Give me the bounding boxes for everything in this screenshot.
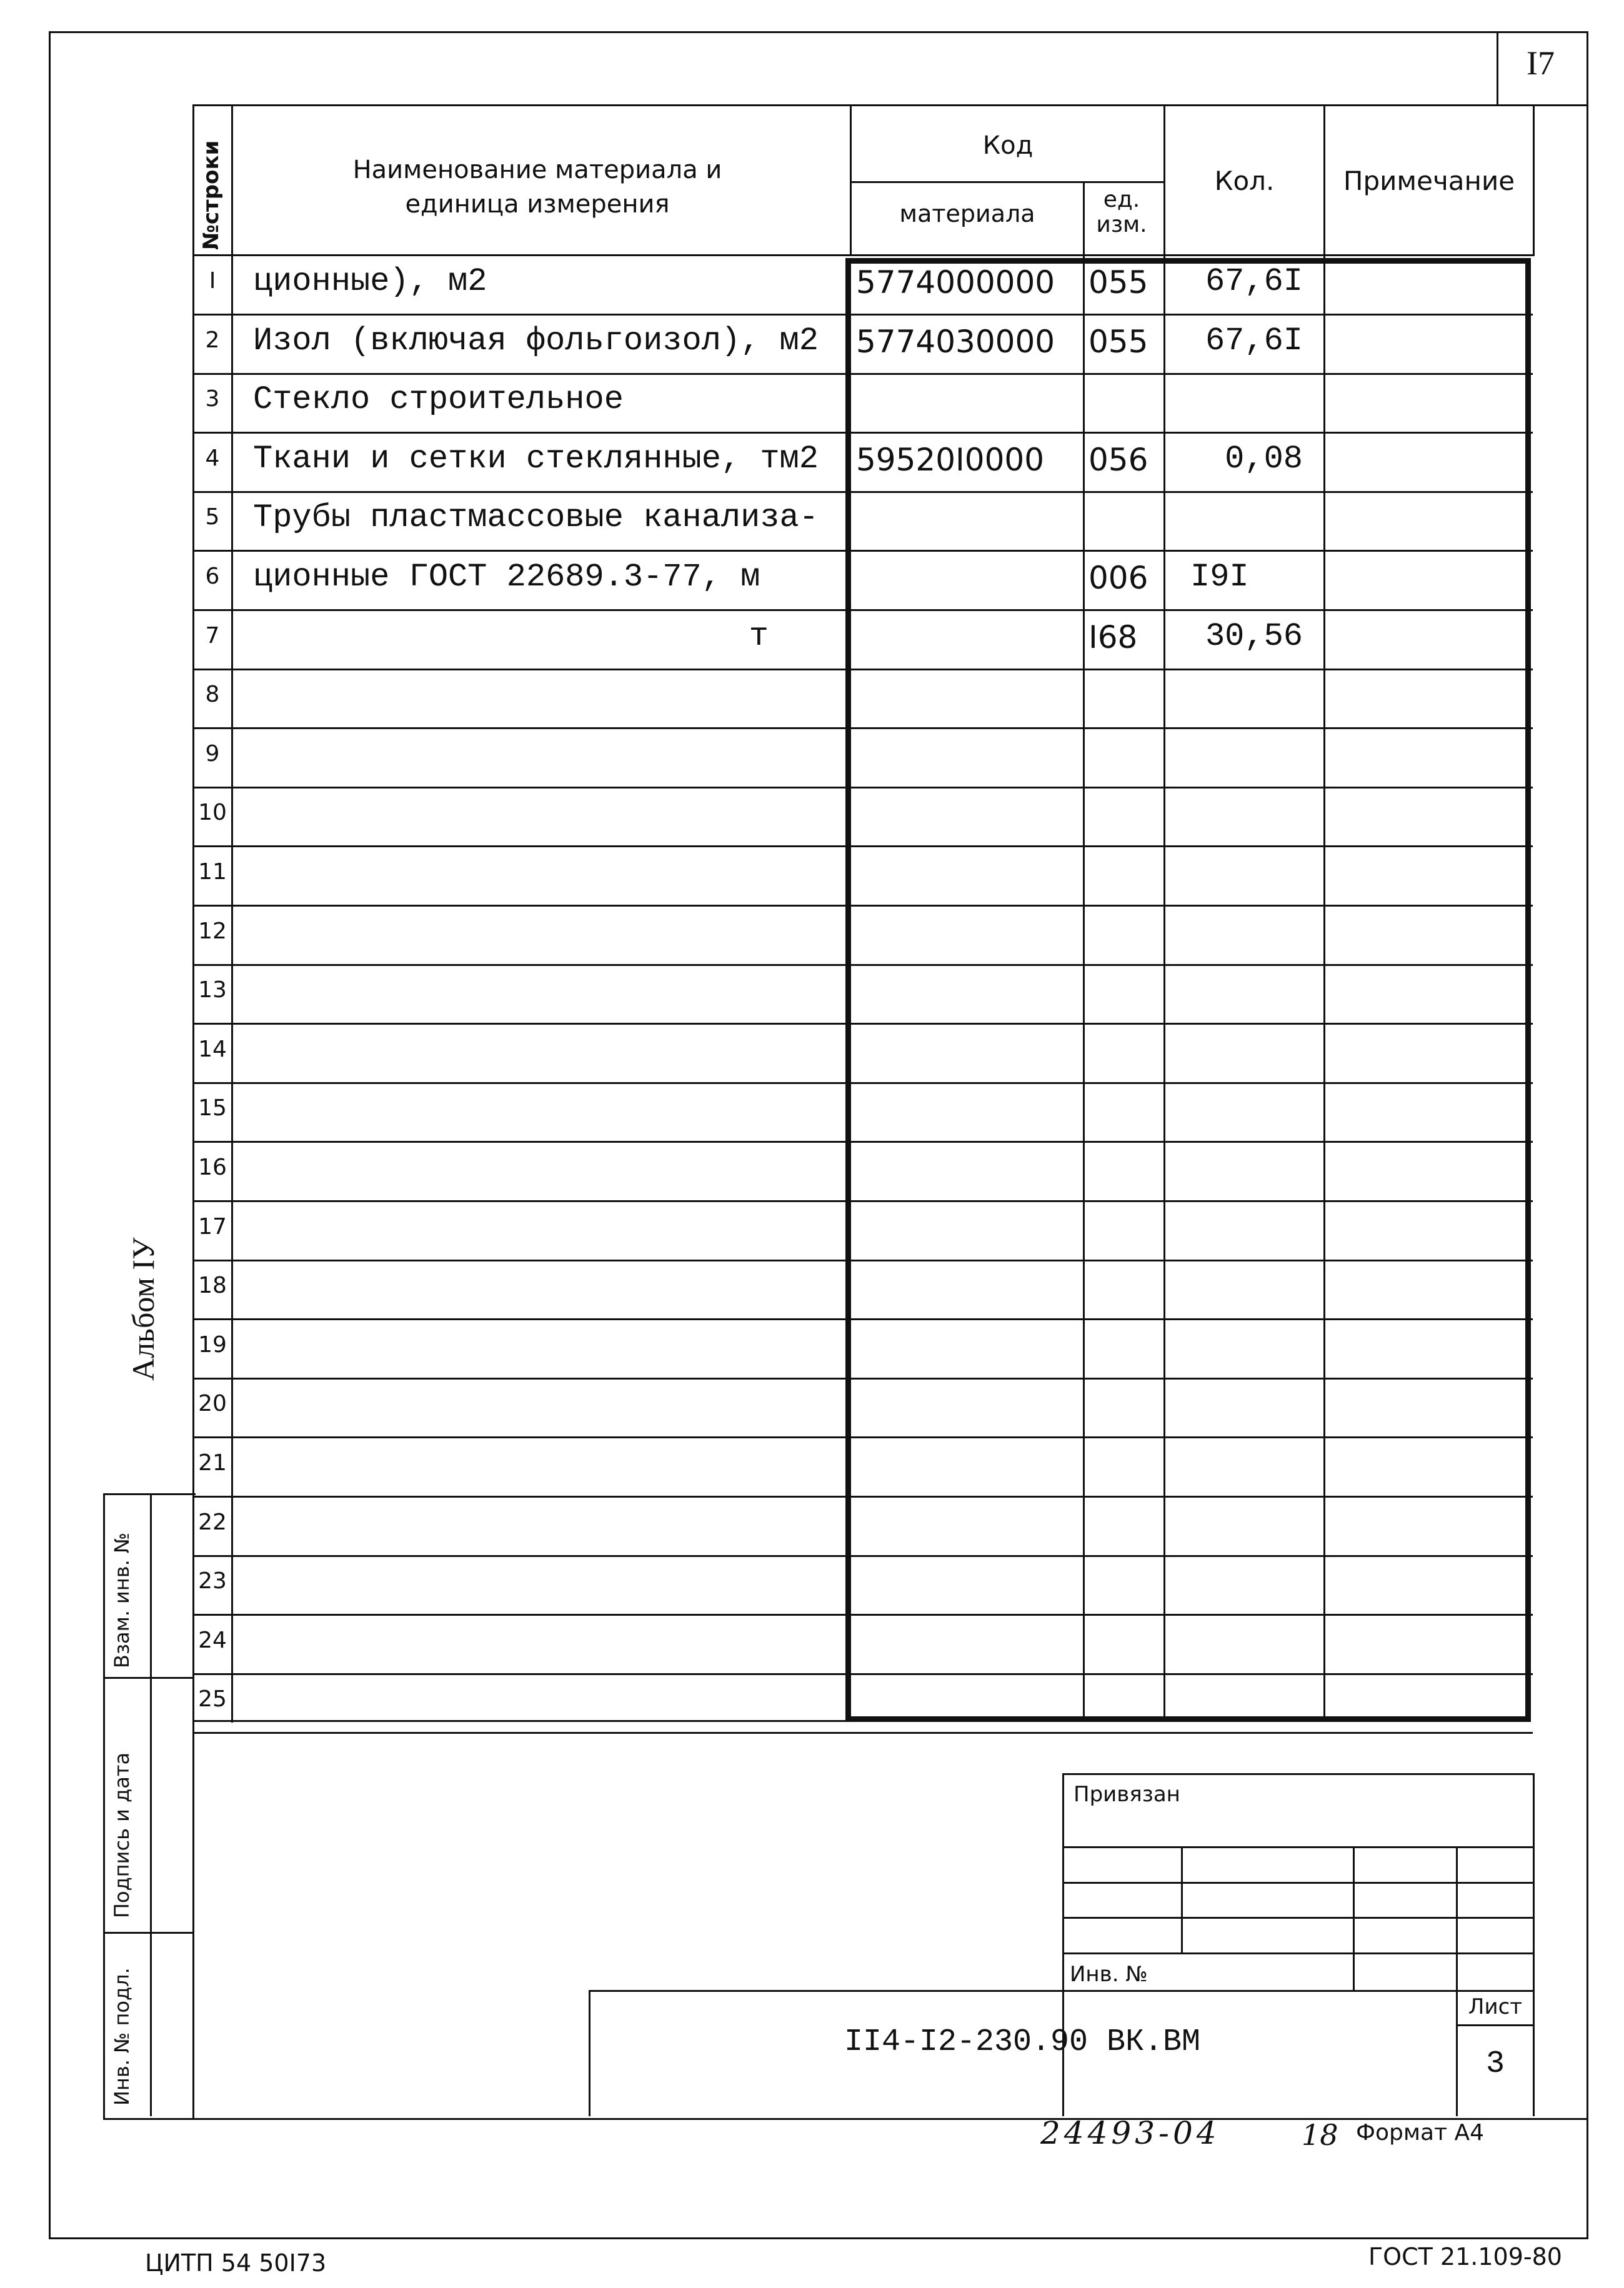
row-name: Изол (включая фольгоизол), м2	[253, 322, 819, 359]
row-name: ционные), м2	[253, 263, 487, 300]
header-kod-unit: ед. изм.	[1096, 187, 1147, 237]
header-kod: Код	[982, 131, 1034, 160]
row-unit: 056	[1088, 442, 1148, 478]
table-row-line	[192, 550, 1533, 552]
row-number: 6	[205, 564, 220, 589]
bottom-right-gost: ГОСТ 21.109-80	[1368, 2243, 1562, 2271]
row-number: 4	[205, 445, 220, 471]
row-qty: 0,08	[1225, 440, 1303, 477]
title-block-list-line	[1456, 2024, 1535, 2026]
header-name: Наименование материала и единица измерения	[352, 156, 722, 219]
stamp-right-line	[1533, 1773, 1535, 2116]
stamp-top-line	[1062, 1773, 1535, 1775]
row-qty: 67,6I	[1205, 263, 1303, 300]
row-number: 18	[198, 1273, 227, 1298]
row-number: 23	[198, 1568, 227, 1594]
row-number: 3	[205, 386, 220, 412]
row-number: 9	[205, 741, 220, 767]
list-value: 3	[1485, 2046, 1505, 2082]
row-number: 10	[198, 800, 227, 825]
table-row-line	[192, 1082, 1533, 1084]
stamp-line-c	[1062, 1917, 1535, 1919]
header-row-no: №строки	[199, 140, 224, 250]
table-row-line	[192, 1378, 1533, 1380]
row-qty: 67,6I	[1205, 322, 1303, 359]
table-row-line	[192, 1496, 1533, 1498]
table-row-line	[192, 1555, 1533, 1557]
stamp-col-3	[1456, 1846, 1458, 1990]
row-unit: 055	[1088, 264, 1148, 301]
row-number: 19	[198, 1332, 227, 1358]
header-bottom-line	[192, 254, 1535, 256]
row-unit: I68	[1088, 619, 1138, 655]
row-number: 15	[198, 1095, 227, 1121]
data-col-qty	[1163, 254, 1165, 1722]
stamp-line-b	[1062, 1882, 1535, 1884]
row-number: 21	[198, 1450, 227, 1476]
bottom-left-code: ЦИТП 54 50I73	[145, 2249, 327, 2277]
stamp-line-d	[1062, 1952, 1535, 1954]
row-number: 16	[198, 1155, 227, 1180]
row-number: 13	[198, 977, 227, 1003]
table-row-line	[192, 845, 1533, 847]
table-bottom-line	[192, 1720, 849, 1722]
row-number: 2	[205, 327, 220, 353]
table-row-line	[192, 1318, 1533, 1320]
privyazan-label: Привязан	[1074, 1782, 1180, 1807]
row-unit: 006	[1088, 560, 1148, 596]
row-number: 8	[205, 682, 220, 707]
row-code: 5774030000	[856, 324, 1055, 360]
table-row-line	[192, 1732, 1533, 1734]
table-row-line	[192, 609, 1533, 611]
col-line-name	[850, 104, 852, 254]
row-name: т	[749, 618, 769, 655]
table-row-line	[192, 964, 1533, 966]
handwritten-page: 18	[1302, 2118, 1338, 2152]
vzam-inv-label: Взам. инв. №	[110, 1532, 134, 1668]
format-label: Формат А4	[1356, 2120, 1485, 2146]
corner-sheet-number: I7	[1527, 44, 1555, 82]
row-name: Трубы пластмассовые канализа-	[253, 499, 819, 536]
header-kod-divider	[850, 181, 1165, 183]
row-code: 59520I0000	[856, 442, 1045, 478]
handwritten-number: 24493-04	[1040, 2115, 1220, 2151]
row-qty: I9I	[1190, 559, 1249, 595]
col-line-rowno	[231, 104, 233, 1723]
stamp-col-2	[1353, 1846, 1355, 1990]
row-number: 5	[205, 504, 220, 530]
header-kod-material: материала	[899, 200, 1035, 227]
row-number: 25	[198, 1686, 227, 1712]
title-block-top	[589, 1990, 1535, 1992]
table-row-line	[192, 1614, 1533, 1616]
inv-podl-label: Инв. № подл.	[110, 1967, 134, 2106]
row-code: 5774000000	[856, 264, 1055, 301]
doc-code: II4-I2-230.90 ВК.ВМ	[844, 2024, 1201, 2060]
table-row-line	[192, 1436, 1533, 1438]
table-row-line	[192, 373, 1533, 375]
row-number: 11	[198, 859, 227, 885]
table-row-line	[192, 669, 1533, 670]
row-number: 24	[198, 1628, 227, 1653]
table-row-line	[192, 1141, 1533, 1143]
table-row-line	[192, 1673, 1533, 1675]
row-name: ционные ГОСТ 22689.3-77, м	[253, 559, 760, 595]
table-row-line	[192, 787, 1533, 788]
row-unit: 055	[1088, 324, 1148, 360]
row-number: 20	[198, 1391, 227, 1416]
row-number: 14	[198, 1037, 227, 1062]
table-row-line	[192, 1260, 1533, 1261]
row-qty: 30,56	[1205, 618, 1303, 655]
table-row-line	[192, 432, 1533, 434]
album-label: Альбом IУ	[126, 1237, 161, 1381]
table-row-line	[192, 727, 1533, 729]
table-row-line	[192, 491, 1533, 493]
table-row-line	[192, 905, 1533, 907]
row-number: 7	[205, 623, 220, 649]
header-note: Примечание	[1343, 166, 1515, 196]
table-row-line	[192, 1023, 1533, 1025]
stamp-col-1	[1181, 1846, 1183, 1952]
row-number: I	[209, 268, 216, 294]
table-row-line	[192, 1200, 1533, 1202]
podpis-data-label: Подпись и дата	[110, 1752, 134, 1918]
table-row-line	[192, 314, 1533, 316]
row-number: 17	[198, 1214, 227, 1240]
col-line-code	[1083, 181, 1085, 254]
row-number: 22	[198, 1510, 227, 1535]
list-label: Лист	[1468, 1994, 1523, 2019]
data-col-note	[1323, 254, 1325, 1722]
stamp-line-a	[1062, 1846, 1535, 1848]
row-name: Стекло строительное	[253, 381, 624, 418]
header-qty: Кол.	[1214, 166, 1275, 196]
row-name: Ткани и сетки стеклянные, тм2	[253, 440, 819, 477]
inv-no-label: Инв. №	[1070, 1962, 1148, 1987]
data-col-unit	[1083, 254, 1085, 1722]
row-number: 12	[198, 918, 227, 944]
